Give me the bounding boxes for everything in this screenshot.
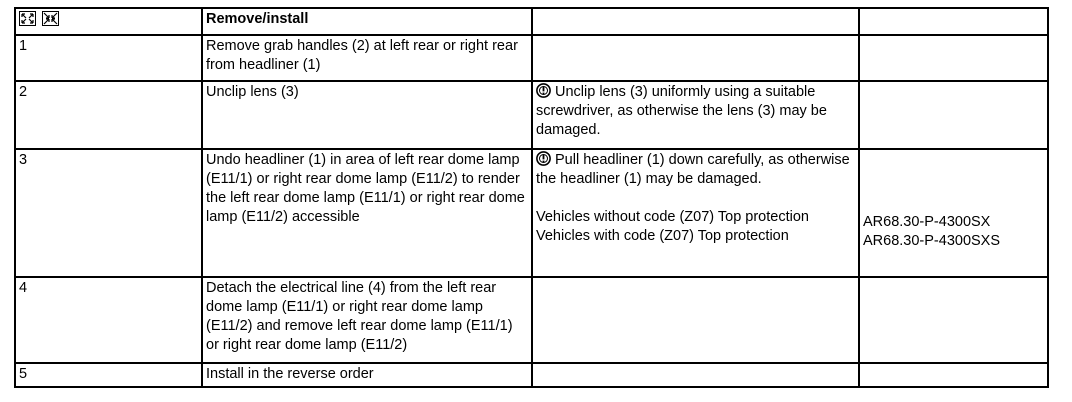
step-note xyxy=(532,149,859,277)
step-reference xyxy=(859,35,1048,81)
step-number: 4 xyxy=(15,277,202,363)
note-text: Unclip lens (3) uniformly using a suitable screwdriver, as otherwise the lens (3) may be damaged. xyxy=(536,84,827,138)
table-header-row xyxy=(15,8,1048,35)
step-action: Undo headliner (1) in area of left rear dome lamp (E11/1) or right rear dome lamp (E11/2) to render the left rear dome lamp (E11/1) or right rear dome lamp (E11/2) accessible xyxy=(202,149,532,277)
step-action: Detach the electrical line (4) from the left rear dome lamp (E11/1) or right rear dome lamp (E11/2) and remove left rear dome lamp (E11/1) or right rear dome lamp (E11/2) xyxy=(202,277,532,363)
warning-icon xyxy=(536,151,551,166)
step-note xyxy=(532,35,859,81)
step-action: Remove grab handles (2) at left rear or right rear from headliner (1) xyxy=(202,35,532,81)
step-note xyxy=(532,277,859,363)
step-reference xyxy=(859,149,1048,277)
step-reference xyxy=(859,81,1048,149)
note-text: Pull headliner (1) down carefully, as otherwise the headliner (1) may be damaged. xyxy=(536,152,850,187)
header-empty-cell xyxy=(532,8,859,35)
header-icons-cell xyxy=(15,8,202,35)
table-row xyxy=(15,277,1048,363)
table-row xyxy=(15,81,1048,149)
step-action: Install in the reverse order xyxy=(202,363,532,387)
step-note xyxy=(532,81,859,149)
step-reference xyxy=(859,277,1048,363)
header-empty-cell xyxy=(859,8,1048,35)
table-row xyxy=(15,363,1048,387)
vehicle-variant-label: Vehicles with code (Z07) Top protection xyxy=(536,228,789,244)
warning-icon xyxy=(536,83,551,98)
document-reference-link[interactable]: AR68.30-P-4300SX xyxy=(863,214,991,230)
collapse-icon[interactable] xyxy=(42,11,59,26)
step-number: 3 xyxy=(15,149,202,277)
step-action: Unclip lens (3) xyxy=(202,81,532,149)
step-number: 5 xyxy=(15,363,202,387)
header-title: Remove/install xyxy=(202,8,532,35)
procedure-table xyxy=(14,7,1049,388)
vehicle-variant-label: Vehicles without code (Z07) Top protection xyxy=(536,209,809,225)
step-number: 2 xyxy=(15,81,202,149)
table-row xyxy=(15,35,1048,81)
step-note xyxy=(532,363,859,387)
step-reference xyxy=(859,363,1048,387)
step-number: 1 xyxy=(15,35,202,81)
table-row xyxy=(15,149,1048,277)
expand-icon[interactable] xyxy=(19,11,36,26)
document-reference-link[interactable]: AR68.30-P-4300SXS xyxy=(863,233,1001,249)
